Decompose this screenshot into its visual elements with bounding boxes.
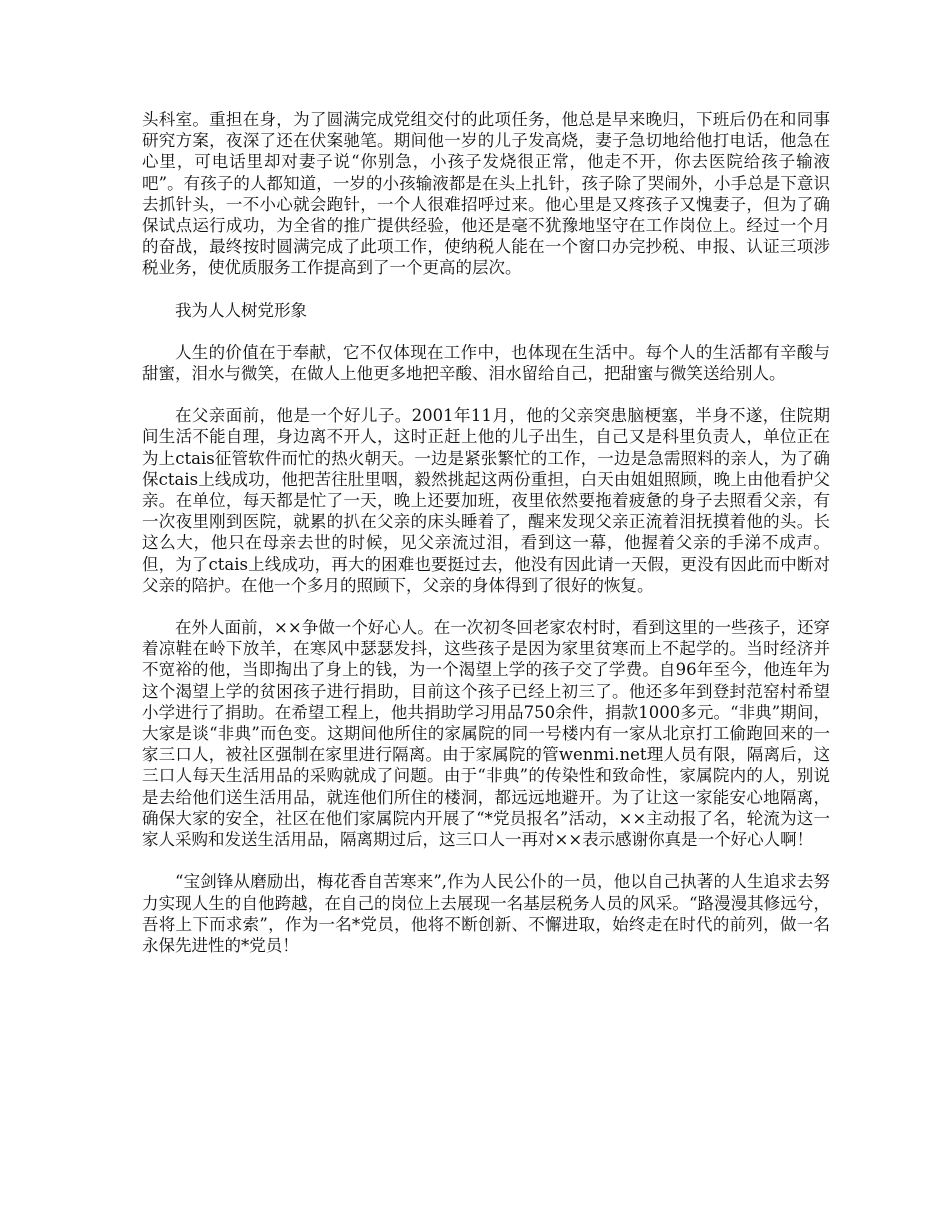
paragraph-father: 在父亲面前，他是一个好儿子。2001年11月，他的父亲突患脑梗塞，半身不遂，住院期间生活不能自理，身边离不开人，这时正赶上他的儿子出生，自己又是科里负责人，单位正在为上ctais征管软件而忙的热火朝天。一边是紧张繁忙的工作，一边是急需照料的亲人，为了确保ctais上线成功，他把苦往肚里咽，毅然挑起这两份重担，白天由姐姐照顾，晚上由他看护父亲。在单位，每天都是忙了一天，晚上还要加班，夜里依然要拖着疲惫的身子去照看父亲，有一次夜里刚到医院，就累的扒在父亲的床头睡着了，醒来发现父亲正流着泪抚摸着他的头。长这么大，他只在母亲去世的时候，见父亲流过泪，看到这一幕，他握着父亲的手涕不成声。但，为了ctais上线成功，再大的困难也要挺过去，他没有因此请一天假，更没有因此而中断对父亲的陪护。在他一个多月的照顾下，父亲的身体得到了很好的恢复。	[142, 406, 830, 595]
paragraph-value-of-life: 人生的价值在于奉献，它不仅体现在工作中，也体现在生活中。每个人的生活都有辛酸与甜蜜，泪水与微笑，在做人上他更多地把辛酸、泪水留给自己，把甜蜜与微笑送给别人。	[142, 342, 830, 384]
paragraph-good-neighbor: 在外人面前，××争做一个好心人。在一次初冬回老家农村时，看到这里的一些孩子，还穿着凉鞋在岭下放羊，在寒风中瑟瑟发抖，这些孩子是因为家里贫寒而上不起学的。当时经济并不宽裕的他，当即掏出了身上的钱，为一个渴望上学的孩子交了学费。自96年至今，他连年为这个渴望上学的贫困孩子进行捐助，目前这个孩子已经上初三了。他还多年到登封范窑村希望小学进行了捐助。在希望工程上，他共捐助学习用品750余件，捐款1000多元。“非典”期间，大家是谈“非典”而色变。这期间他所住的家属院的同一号楼内有一家从北京打工偷跑回来的一家三口人，被社区强制在家里进行隔离。由于家属院的管wenmi.net理人员有限，隔离后，这三口人每天生活用品的采购就成了问题。由于“非典”的传染性和致命性，家属院内的人，别说是去给他们送生活用品，就连他们所住的楼洞，都远远地避开。为了让这一家能安心地隔离，确保大家的安全，社区在他们家属院内开展了“*党员报名”活动，××主动报了名，轮流为这一家人采购和发送生活用品，隔离期过后，这三口人一再对××表示感谢你真是一个好心人啊！	[142, 618, 830, 850]
paragraph-intro: 头科室。重担在身，为了圆满完成党组交付的此项任务，他总是早来晚归，下班后仍在和同事研究方案，夜深了还在伏案驰笔。期间他一岁的儿子发高烧，妻子急切地给他打电话，他急在心里，可电话里却对妻子说“你别急，小孩子发烧很正常，他走不开，你去医院给孩子输液吧”。有孩子的人都知道，一岁的小孩输液都是在头上扎针，孩子除了哭闹外，小手总是下意识去抓针头，一不小心就会跑针，一个人很难招呼过来。他心里是又疼孩子又愧妻子，但为了确保试点运行成功，为全省的推广提供经验，他还是毫不犹豫地坚守在工作岗位上。经过一个月的奋战，最终按时圆满完成了此项工作，使纳税人能在一个窗口办完抄税、申报、认证三项涉税业务，使优质服务工作提高到了一个更高的层次。	[142, 110, 830, 278]
section-heading: 我为人人树党形象	[175, 300, 307, 320]
document-page	[142, 109, 830, 977]
paragraph-conclusion: “宝剑锋从磨励出，梅花香自苦寒来”,作为人民公仆的一员，他以自己执著的人生追求去努力实现人生的自他跨越，在自己的岗位上去展现一名基层税务人员的风采。“路漫漫其修远兮，吾将上下而求索”，作为一名*党员，他将不断创新、不懈进取，始终走在时代的前列，做一名永保先进性的*党员！	[142, 872, 830, 955]
